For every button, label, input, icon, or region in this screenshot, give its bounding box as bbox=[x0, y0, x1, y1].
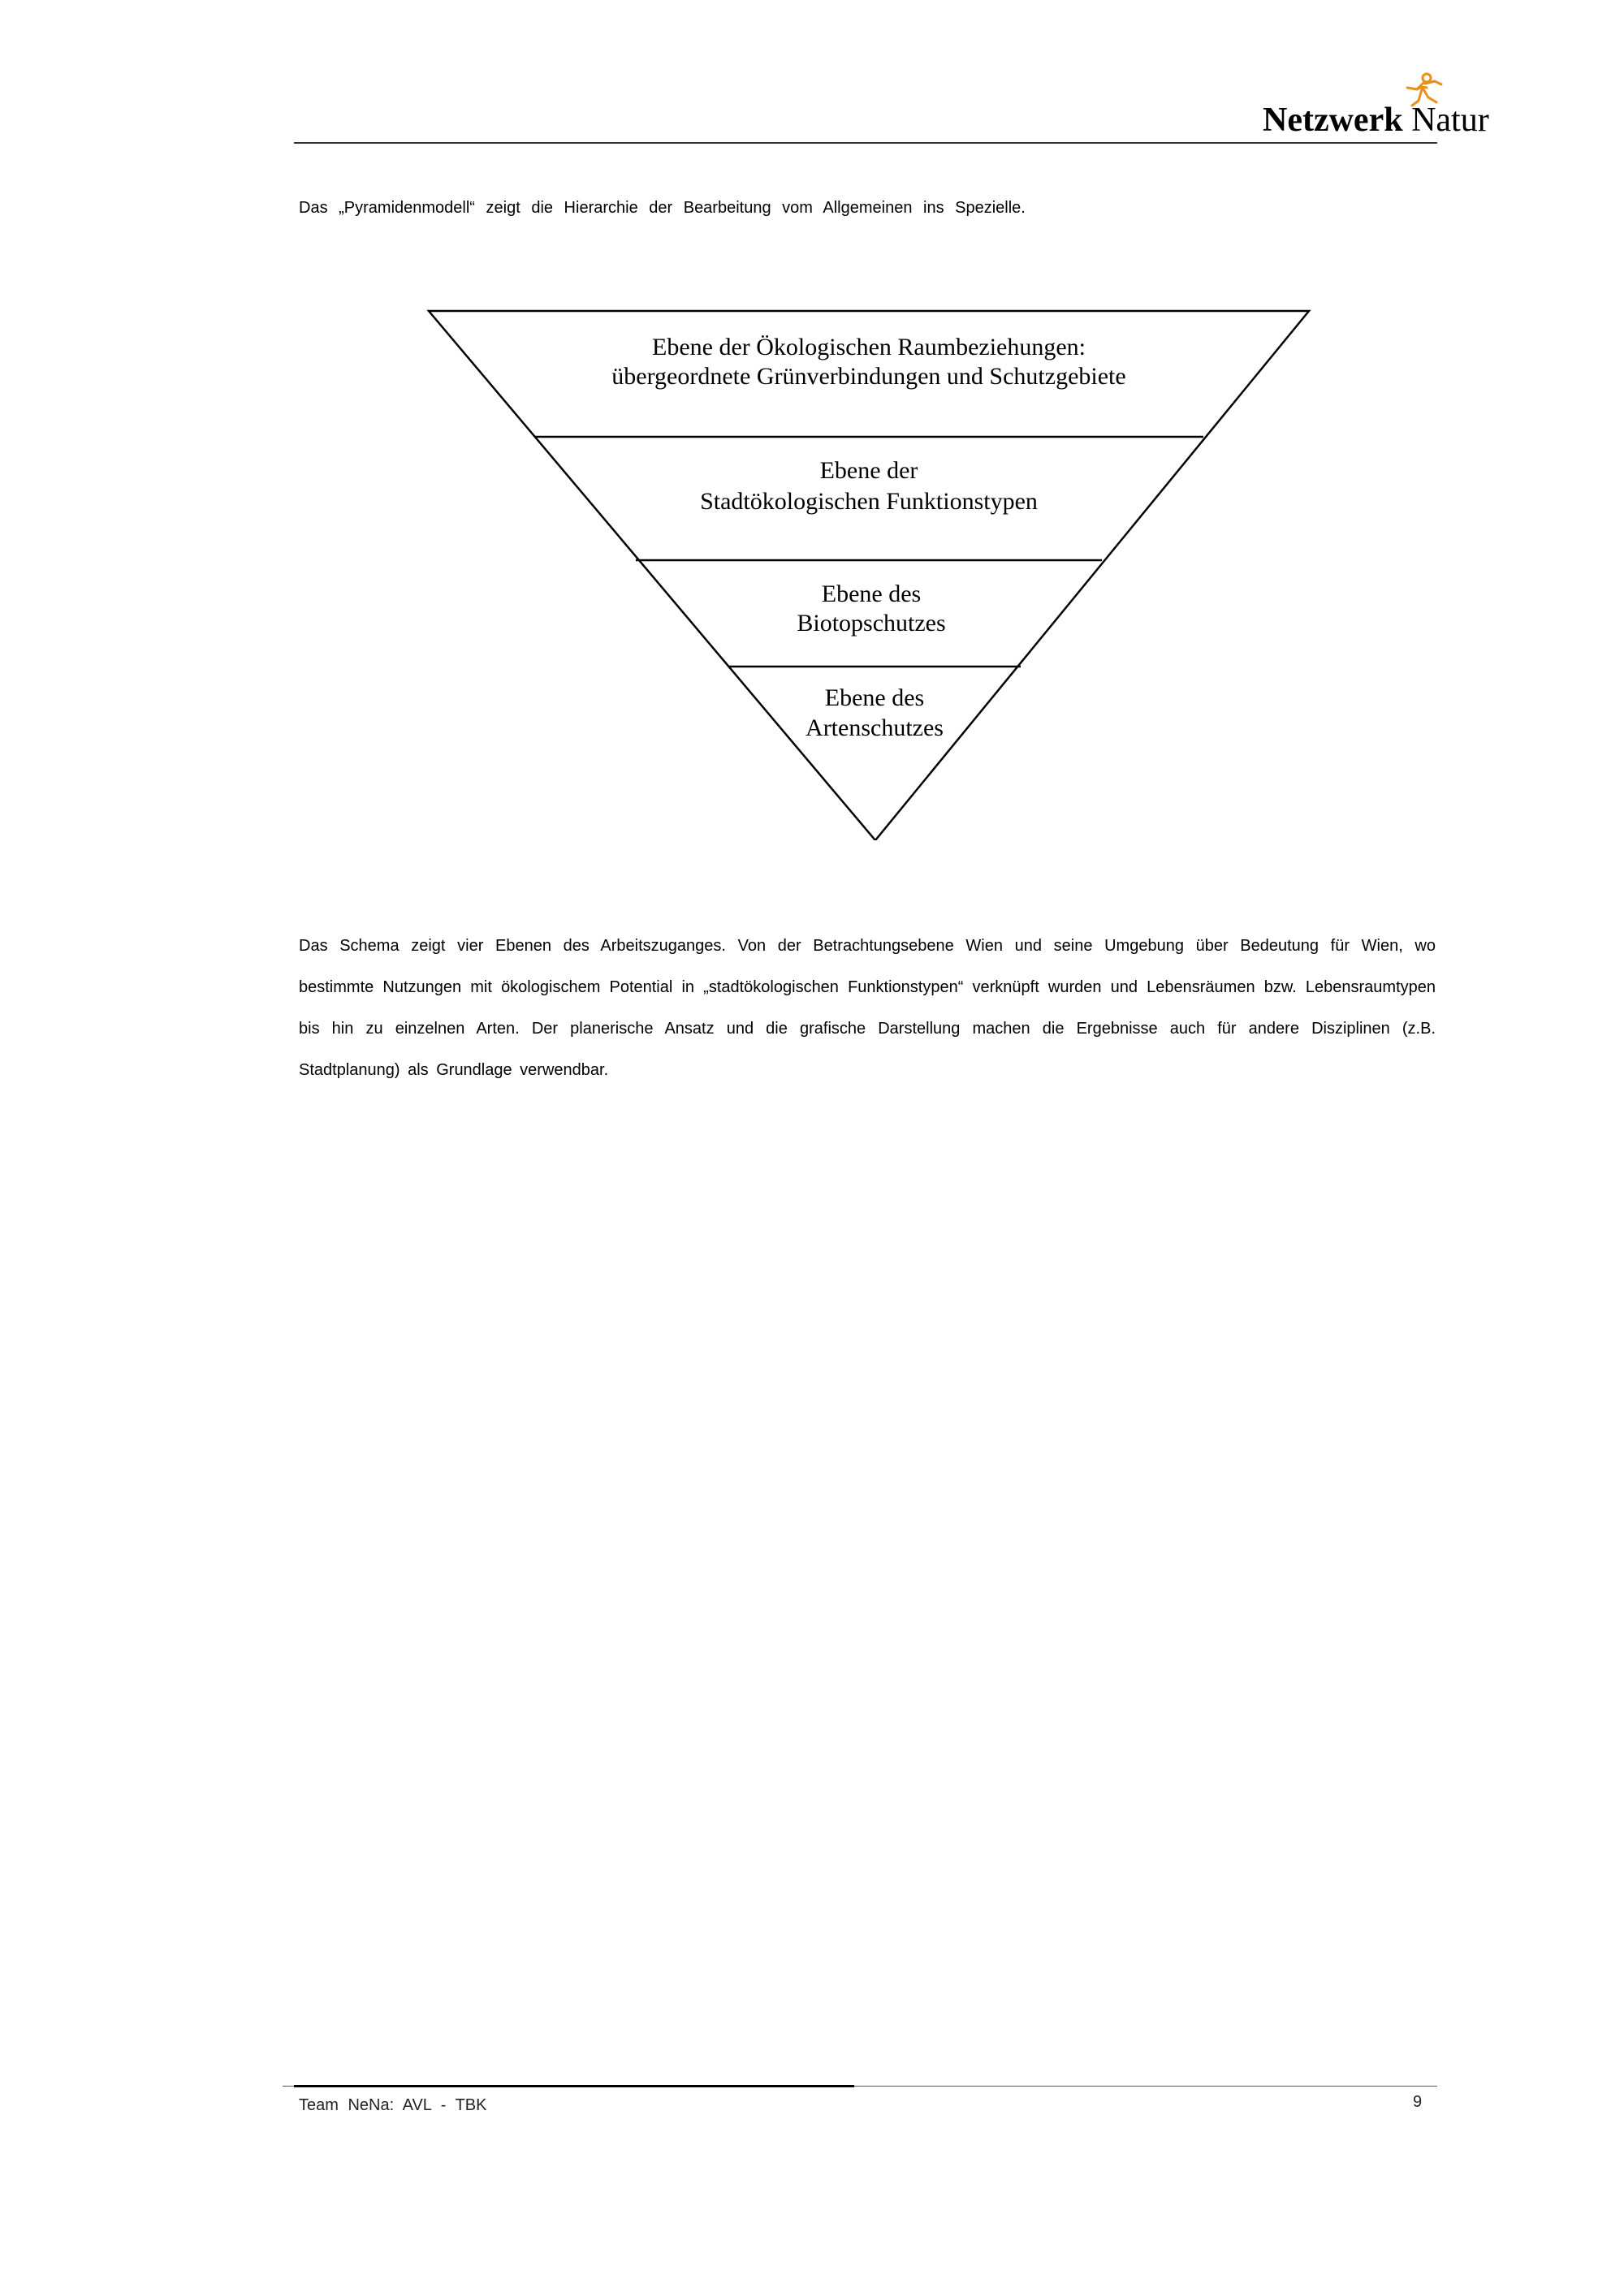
page-number: 9 bbox=[1413, 2093, 1423, 2111]
header-rule bbox=[294, 142, 1437, 144]
level-4-line-2: Artenschutzes bbox=[806, 714, 944, 741]
footer-team-label: Team NeNa: AVL - TBK bbox=[299, 2096, 487, 2114]
level-1-line-2: übergeordnete Grünverbindungen und Schutzgebiete bbox=[611, 363, 1126, 390]
pyramid-outline bbox=[429, 311, 1309, 840]
footer-rule-accent bbox=[294, 2085, 854, 2087]
pyramid-diagram bbox=[422, 304, 1315, 840]
logo-word-natur: Natur bbox=[1411, 101, 1489, 139]
level-1-line-1: Ebene der Ökologischen Raumbeziehungen: bbox=[652, 334, 1086, 360]
level-3-line-2: Biotopschutzes bbox=[797, 610, 946, 637]
netzwerk-natur-logo bbox=[1263, 71, 1514, 145]
body-paragraph: Das Schema zeigt vier Ebenen des Arbeitszuganges. Von der Betrachtungsebene Wien und seine Umgebung über Bedeutung für Wien, wo bestimmte Nutzungen mit ökologischem Potential in „stadtökologischen Funktionstypen“ verknüpft wurden und Lebensräumen bzw. Lebensraumtypen bis hin zu einzelnen Arten. Der planerische Ansatz und die grafische Darstellung machen die Ergebnisse auch für andere Disziplinen (z.B. Stadtplanung) als Grundlage verwendbar. bbox=[299, 937, 1436, 1079]
level-3-line-1: Ebene des bbox=[821, 580, 922, 607]
level-2-line-2: Stadtökologischen Funktionstypen bbox=[700, 488, 1038, 515]
level-2-line-1: Ebene der bbox=[819, 457, 918, 484]
level-4-line-1: Ebene des bbox=[824, 684, 925, 711]
intro-sentence: Das „Pyramidenmodell“ zeigt die Hierarchie der Bearbeitung vom Allgemeinen ins Spezielle. bbox=[299, 199, 1026, 217]
logo-wordmark bbox=[1263, 101, 1489, 140]
logo-word-netzwerk: Netzwerk bbox=[1263, 101, 1403, 139]
